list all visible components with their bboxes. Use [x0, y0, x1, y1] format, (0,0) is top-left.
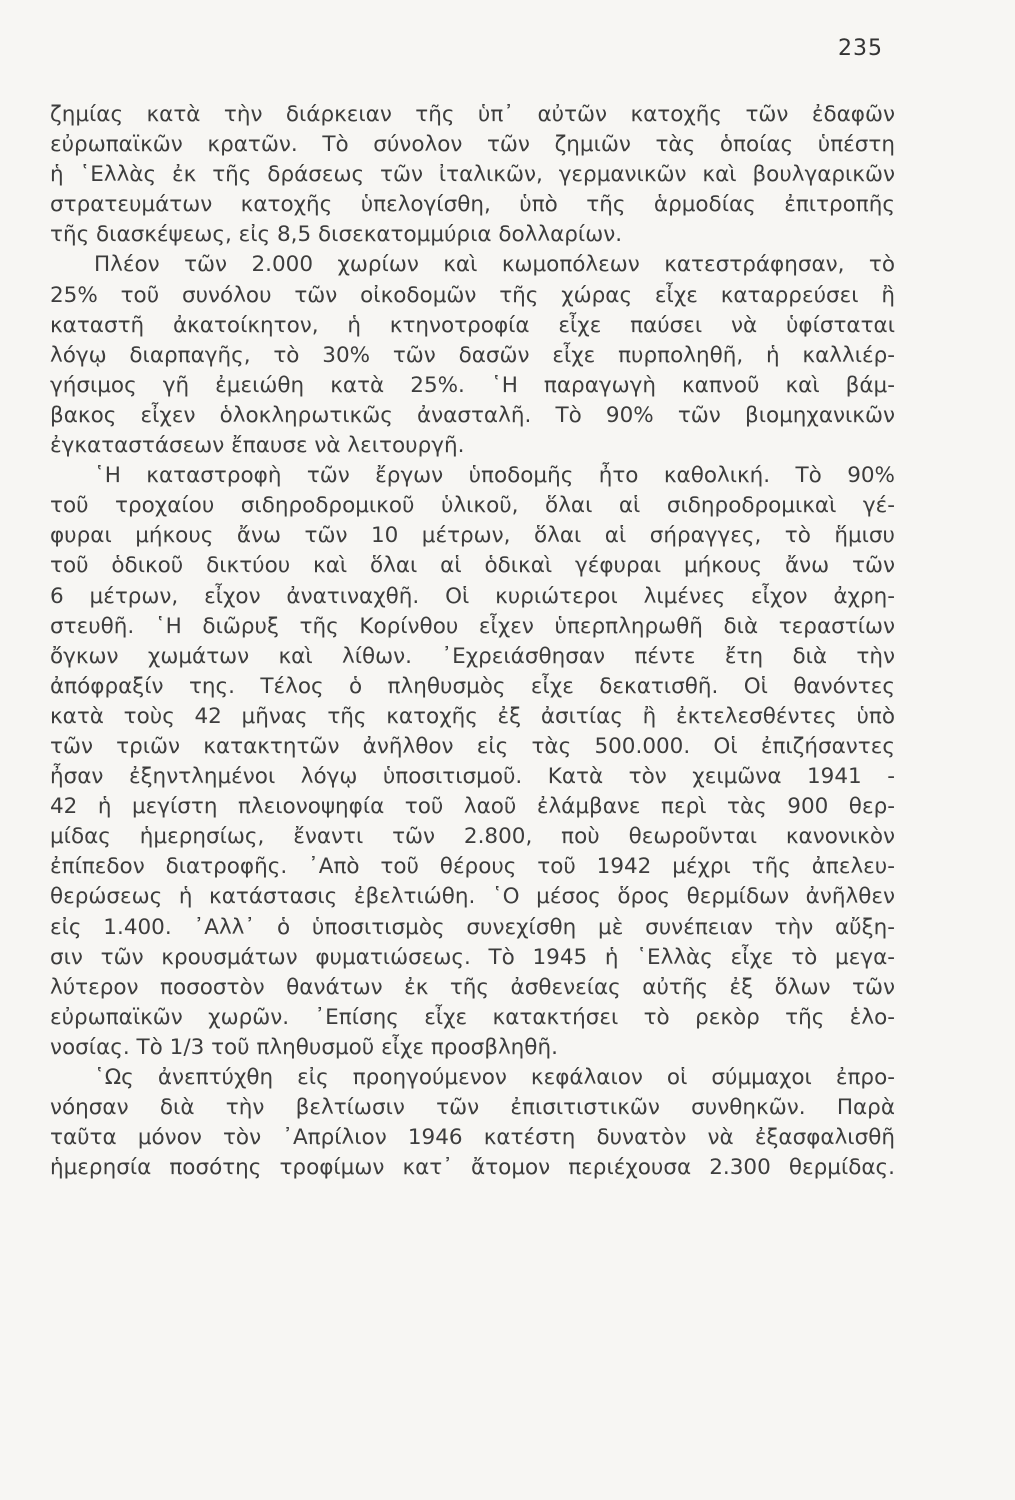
text-line: ῾Η καταστροφὴ τῶν ἔργων ὑποδομῆς ἦτο καθολική. Τὸ 90%: [94, 463, 895, 489]
text-line: Πλέον τῶν 2.000 χωρίων καὶ κωμοπόλεων κατεστράφησαν, τὸ: [94, 252, 895, 278]
text-line: σιν τῶν κρουσμάτων φυματιώσεως. Τὸ 1945 ἡ ῾Ελλὰς εἶχε τὸ μεγα-: [50, 944, 895, 970]
text-line: λόγῳ διαρπαγῆς, τὸ 30% τῶν δασῶν εἶχε πυρποληθῆ, ἡ καλλιέρ-: [50, 342, 895, 368]
text-line: καταστῆ ἀκατοίκητον, ἡ κτηνοτροφία εἶχε παύσει νὰ ὑφίσταται: [50, 312, 895, 338]
text-line: ἀπόφραξίν της. Τέλος ὁ πληθυσμὸς εἶχε δεκατισθῆ. Οἱ θανόντες: [50, 673, 895, 699]
text-line: θερώσεως ἡ κατάστασις ἐβελτιώθη. ῾Ο μέσος ὅρος θερμίδων ἀνῆλθεν: [50, 884, 895, 910]
text-line: ὄγκων χωμάτων καὶ λίθων. ᾿Εχρειάσθησαν πέντε ἔτη διὰ τὴν: [50, 643, 895, 669]
paragraph-3: [50, 461, 895, 1063]
text-line: ῾Ως ἀνεπτύχθη εἰς προηγούμενον κεφάλαιον οἱ σύμμαχοι ἐπρο-: [94, 1065, 895, 1090]
text-line: μίδας ἡμερησίως, ἔναντι τῶν 2.800, ποὺ θεωροῦνται κανονικὸν: [50, 824, 895, 850]
text-line: εὐρωπαϊκῶν χωρῶν. ᾿Επίσης εἶχε κατακτήσει τὸ ρεκὸρ τῆς ἑλο-: [50, 1004, 895, 1030]
text-line: νόησαν διὰ τὴν βελτίωσιν τῶν ἐπισιτιστικῶν συνθηκῶν. Παρὰ: [50, 1095, 895, 1121]
body-text: [50, 100, 895, 1183]
paragraph-4: [50, 1063, 895, 1183]
text-line: στρατευμάτων κατοχῆς ὑπελογίσθη, ὑπὸ τῆς ἁρμοδίας ἐπιτροπῆς: [50, 192, 895, 218]
text-line: τοῦ τροχαίου σιδηροδρομικοῦ ὑλικοῦ, ὅλαι αἱ σιδηροδρομικαὶ γέ-: [50, 493, 895, 519]
text-line: εἰς 1.400. ᾿Αλλ᾽ ὁ ὑποσιτισμὸς συνεχίσθη μὲ συνέπειαν τὴν αὔξη-: [50, 914, 895, 940]
paragraph-2: [50, 250, 895, 461]
text-line: ἐγκαταστάσεων ἔπαυσε νὰ λειτουργῆ.: [50, 433, 465, 459]
text-line: φυραι μήκους ἄνω τῶν 10 μέτρων, ὅλαι αἱ σήραγγες, τὸ ἥμισυ: [50, 523, 895, 549]
text-line: ἦσαν ἐξηντλημένοι λόγῳ ὑποσιτισμοῦ. Κατὰ τὸν χειμῶνα 1941 -: [50, 764, 895, 790]
text-line: γήσιμος γῆ ἐμειώθη κατὰ 25%. ῾Η παραγωγὴ καπνοῦ καὶ βάμ-: [50, 372, 895, 398]
text-line: ζημίας κατὰ τὴν διάρκειαν τῆς ὑπ᾽ αὐτῶν κατοχῆς τῶν ἐδαφῶν: [50, 102, 895, 127]
text-line: τῶν τριῶν κατακτητῶν ἀνῆλθον εἰς τὰς 500.000. Οἱ ἐπιζήσαντες: [50, 733, 895, 759]
text-line: ἐπίπεδον διατροφῆς. ᾿Απὸ τοῦ θέρους τοῦ 1942 μέχρι τῆς ἀπελευ-: [50, 854, 895, 880]
text-line: ἡμερησία ποσότης τροφίμων κατ᾽ ἄτομον περιέχουσα 2.300 θερμίδας.: [50, 1155, 895, 1181]
text-line: εὐρωπαϊκῶν κρατῶν. Τὸ σύνολον τῶν ζημιῶν τὰς ὁποίας ὑπέστη: [50, 132, 895, 158]
text-line: 42 ἡ μεγίστη πλειονοψηφία τοῦ λαοῦ ἐλάμβανε περὶ τὰς 900 θερ-: [50, 794, 895, 820]
text-line: 25% τοῦ συνόλου τῶν οἰκοδομῶν τῆς χώρας εἶχε καταρρεύσει ἢ: [50, 282, 895, 308]
text-line: ταῦτα μόνον τὸν ᾿Απρίλιον 1946 κατέστη δυνατὸν νὰ ἐξασφαλισθῆ: [50, 1125, 895, 1151]
text-line: ἡ ῾Ελλὰς ἐκ τῆς δράσεως τῶν ἰταλικῶν, γερμανικῶν καὶ βουλγαρικῶν: [50, 162, 895, 188]
paragraph-1: [50, 100, 895, 250]
text-line: τοῦ ὁδικοῦ δικτύου καὶ ὅλαι αἱ ὁδικαὶ γέφυραι μήκους ἄνω τῶν: [50, 553, 895, 579]
text-line: στευθῆ. ῾Η διῶρυξ τῆς Κορίνθου εἶχεν ὑπερπληρωθῆ διὰ τεραστίων: [50, 613, 895, 639]
page-number: 235: [838, 36, 883, 61]
text-line: λύτερον ποσοστὸν θανάτων ἐκ τῆς ἀσθενείας αὐτῆς ἐξ ὅλων τῶν: [50, 974, 895, 1000]
text-line: βακος εἶχεν ὁλοκληρωτικῶς ἀνασταλῆ. Τὸ 90% τῶν βιομηχανικῶν: [50, 402, 895, 428]
text-line: κατὰ τοὺς 42 μῆνας τῆς κατοχῆς ἐξ ἀσιτίας ἢ ἐκτελεσθέντες ὑπὸ: [50, 703, 895, 729]
text-line: 6 μέτρων, εἶχον ἀνατιναχθῆ. Οἱ κυριώτεροι λιμένες εἶχον ἀχρη-: [50, 583, 895, 609]
text-line: τῆς διασκέψεως, εἰς 8,5 δισεκατομμύρια δολλαρίων.: [50, 222, 623, 248]
text-line: νοσίας. Τὸ 1/3 τοῦ πληθυσμοῦ εἶχε προσβληθῆ.: [50, 1034, 558, 1060]
